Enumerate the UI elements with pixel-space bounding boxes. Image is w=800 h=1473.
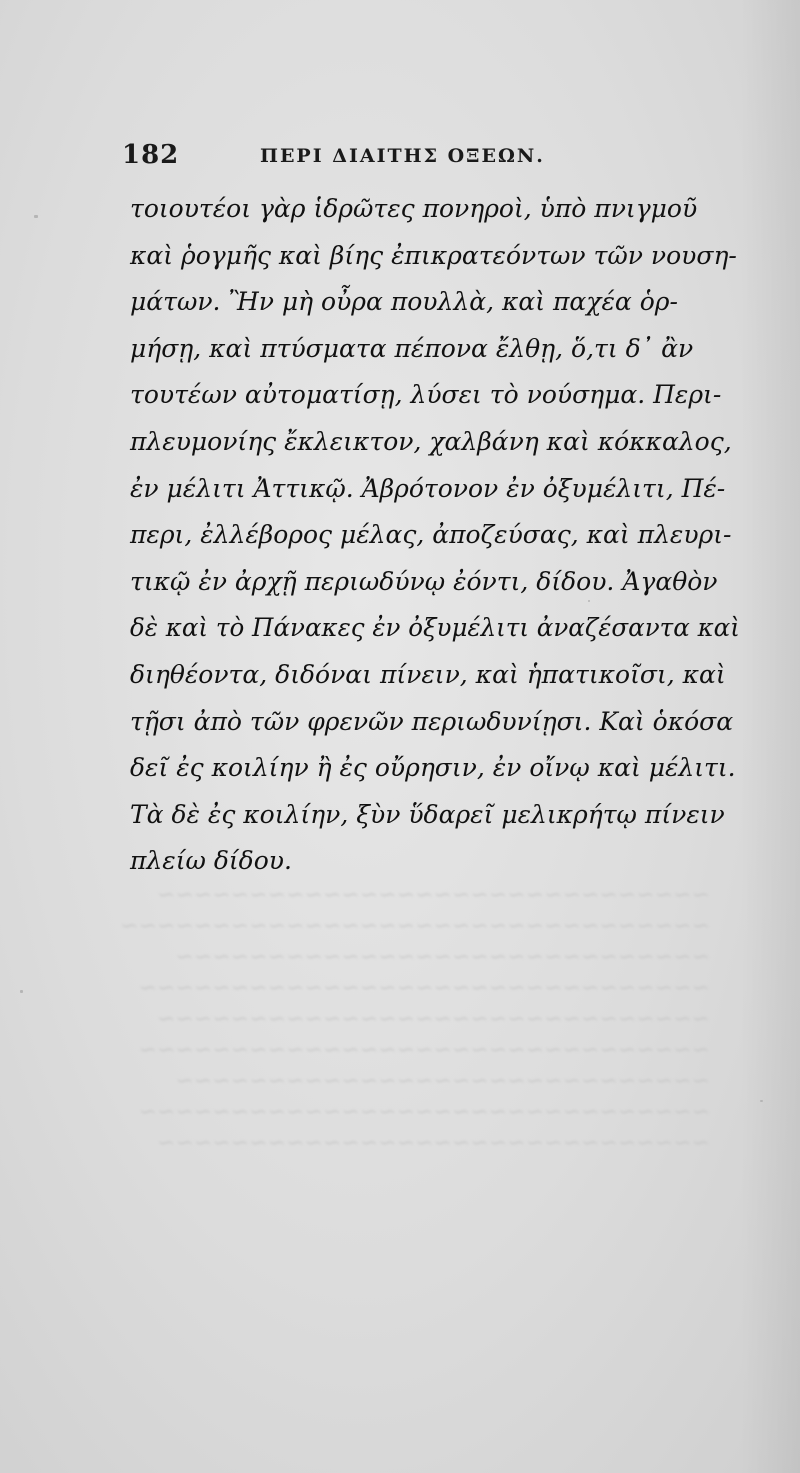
text-line: δεῖ ἐς κοιλίην ἢ ἐς οὔρησιν, ἐν οἴνῳ καὶ μέλιτι. bbox=[130, 753, 736, 783]
text-line: καὶ ῥογμῆς καὶ βίης ἐπικρατεόντων τῶν νουση- bbox=[130, 240, 737, 270]
text-line: πλείω δίδου. bbox=[130, 846, 292, 876]
paper-speck bbox=[20, 990, 23, 993]
text-line: τῇσι ἀπὸ τῶν φρενῶν περιωδυνίῃσι. Καὶ ὁκόσα bbox=[130, 706, 734, 736]
page-number: 182 bbox=[122, 140, 180, 170]
text-line: τικῷ ἐν ἀρχῇ περιωδύνῳ ἐόντι, δίδου. Ἀγαθὸν bbox=[130, 566, 718, 596]
text-line: μάτων. Ἢν μὴ οὖρα πουλλὰ, καὶ παχέα ὁρ- bbox=[130, 287, 678, 317]
text-line: μήσῃ, καὶ πτύσματα πέπονα ἔλθῃ, ὅ,τι δ᾽ ἂν bbox=[130, 333, 694, 363]
running-title: ΠΕΡΙ ΔΙΑΙΤΗΣ ΟΞΕΩΝ. bbox=[260, 145, 545, 167]
text-line: δὲ καὶ τὸ Πάνακες ἐν ὀξυμέλιτι ἀναζέσαντα καὶ bbox=[130, 613, 740, 643]
text-line: πλευμονίης ἔκλεικτον, χαλβάνη καὶ κόκκαλος, bbox=[130, 426, 732, 456]
page-shadow bbox=[740, 0, 800, 1473]
paper-speck bbox=[34, 215, 38, 218]
bleed-through: ~~~~~~~~~~~~~~~~~~~~~~~~~~~~~~ ~~~~~~~~~~~~~~~~~~~~~~~~~~~~~~~~ ~~~~~~~~~~~~~~~~~~~~~~~~~~~~~ ~~~~~~~~~~~~~~~~~~~~~~~~~~~~~~~ ~~~~~~~~~~~~~~~~~~~~~~~~~~~~~~ ~~~~~~~~~~~~~~~~~~~~~~~~~~~~~~~ ~~~~~~~~~~~~~~~~~~~~~~~~~~~~~ ~~~~~~~~~~~~~~~~~~~~~~~~~~~~~~~ ~~~~~~~~~~~~~~~~~~~~~~~~~~~~~~ bbox=[120, 883, 710, 1156]
text-line: διηθέοντα, διδόναι πίνειν, καὶ ἡπατικοῖσι, καὶ bbox=[130, 659, 726, 689]
text-line: τοιουτέοι γὰρ ἱδρῶτες πονηροὶ, ὑπὸ πνιγμοῦ bbox=[130, 194, 698, 223]
text-line: περι, ἐλλέβορος μέλας, ἀποζεύσας, καὶ πλευρι- bbox=[130, 520, 732, 550]
text-line: ἐν μέλιτι Ἀττικῷ. Ἀβρότονον ἐν ὀξυμέλιτι, Πέ- bbox=[130, 473, 726, 503]
paper-speck bbox=[760, 1100, 763, 1102]
body-text bbox=[130, 186, 740, 885]
page-header bbox=[122, 140, 582, 176]
text-line: Τὰ δὲ ἐς κοιλίην, ξὺν ὕδαρεῖ μελικρήτῳ πίνειν bbox=[130, 799, 725, 829]
text-line: τουτέων αὐτοματίσῃ, λύσει τὸ νούσημα. Περι- bbox=[130, 380, 722, 410]
